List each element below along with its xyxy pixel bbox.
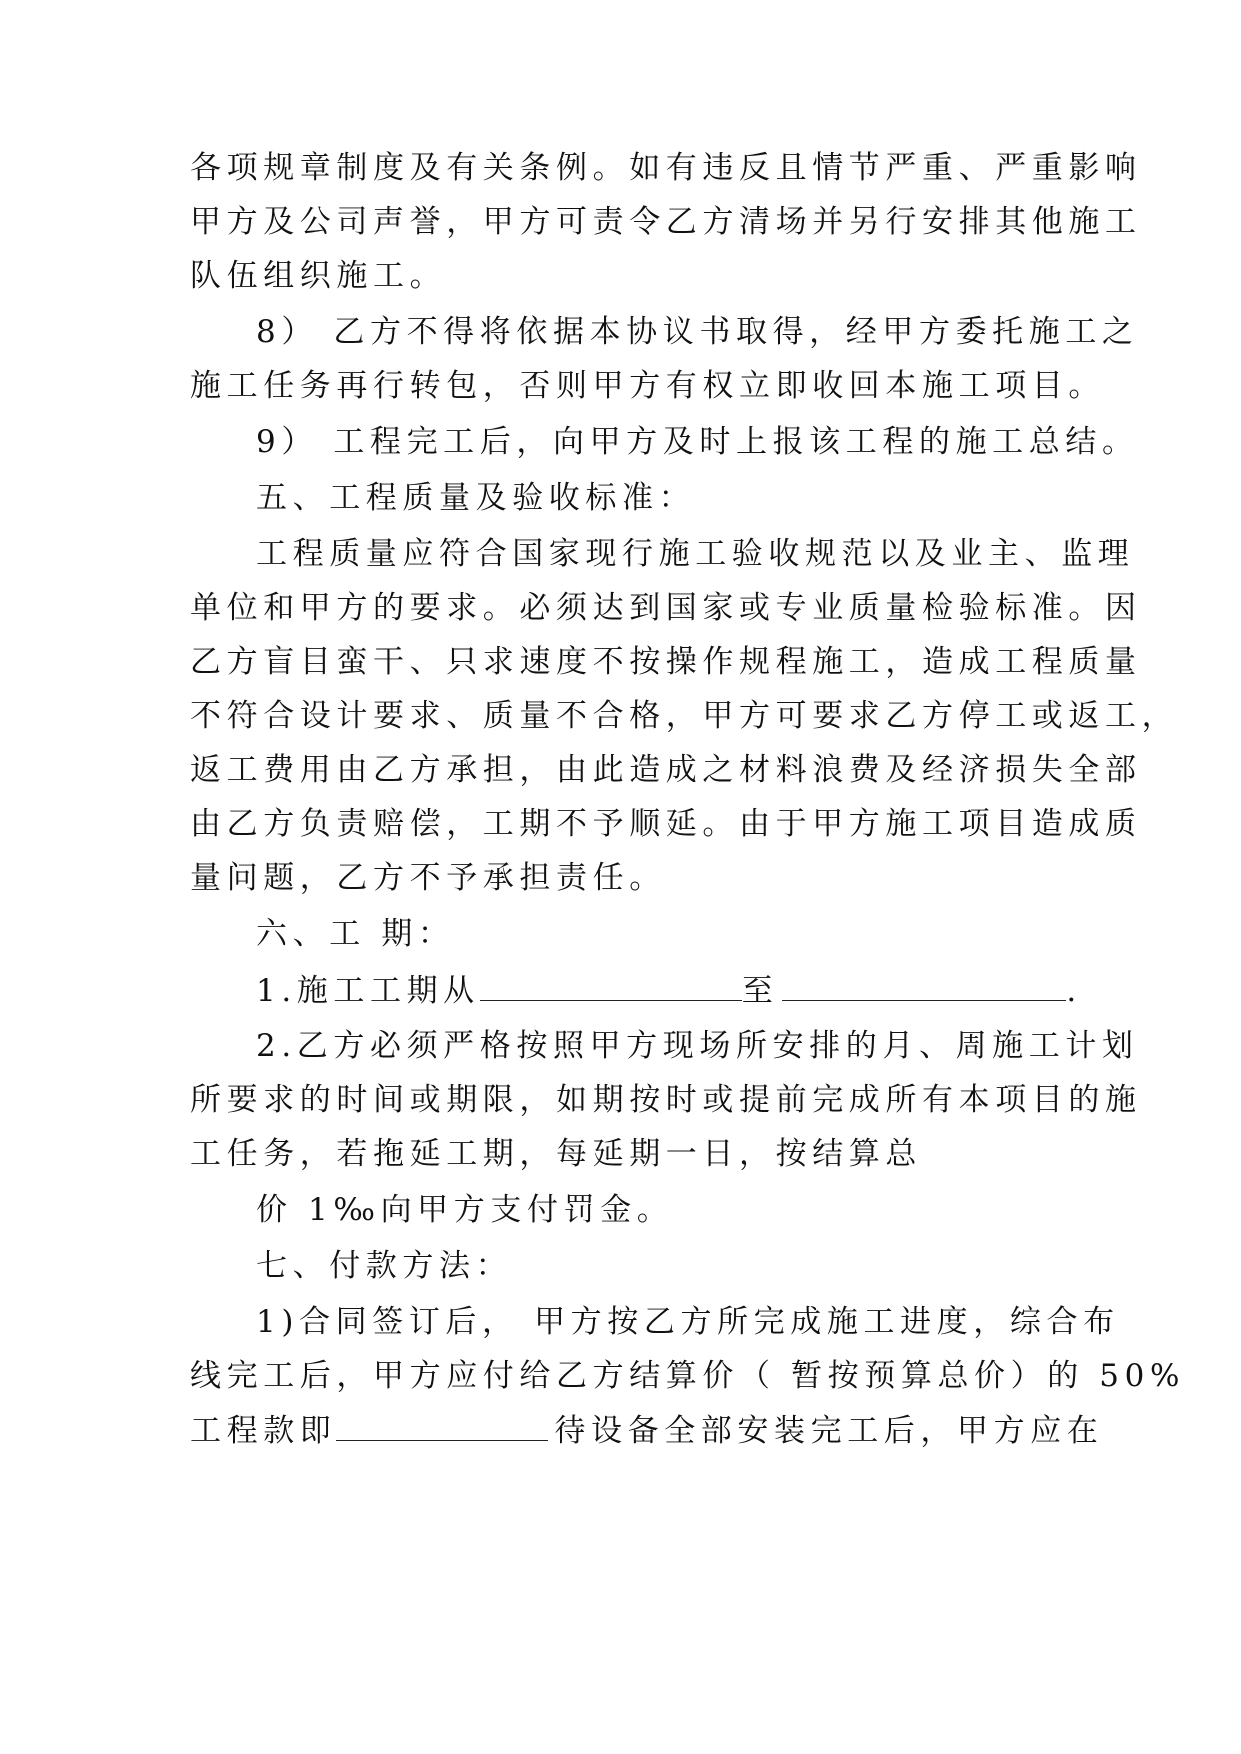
paragraph-line: 乙方盲目蛮干、只求速度不按操作规程施工，造成工程质量	[190, 644, 1142, 680]
paragraph-line: 不符合设计要求、质量不合格，甲方可要求乙方停工或返工，	[190, 698, 1179, 734]
payment-suffix: 待设备全部安装完工后，甲方应在	[554, 1413, 1104, 1449]
paragraph-line: 1)合同签订后， 甲方按乙方所完成施工进度，综合布	[256, 1304, 1120, 1340]
paragraph-line: 各项规章制度及有关条例。如有违反且情节严重、严重影响	[190, 150, 1142, 186]
paragraph-line: 工任务，若拖延工期，每延期一日，按结算总	[190, 1136, 922, 1172]
paragraph-line: 工程质量应符合国家现行施工验收规范以及业主、监理	[256, 536, 1135, 572]
clause-9-line: 9） 工程完工后，向甲方及时上报该工程的施工总结。	[256, 424, 1139, 460]
paragraph-line: 返工费用由乙方承担，由此造成之材料浪费及经济损失全部	[190, 752, 1142, 788]
period-prefix: 1.施工工期从	[256, 973, 480, 1009]
start-date-blank[interactable]	[480, 970, 742, 1001]
period-middle: 至	[741, 973, 779, 1009]
section-heading-period: 六、工 期：	[256, 916, 455, 952]
period-suffix: .	[1066, 973, 1082, 1009]
paragraph-line: 单位和甲方的要求。必须达到国家或专业质量检验标准。因	[190, 590, 1142, 626]
paragraph-line: 价 1‰向甲方支付罚金。	[256, 1192, 674, 1228]
section-heading-quality: 五、工程质量及验收标准：	[256, 480, 696, 516]
paragraph-line: 由乙方负责赔偿，工期不予顺延。由于甲方施工项目造成质	[190, 806, 1142, 842]
clause-8-line: 8） 乙方不得将依据本协议书取得，经甲方委托施工之	[256, 314, 1139, 350]
section-heading-payment: 七、付款方法：	[256, 1248, 513, 1284]
paragraph-line: 队伍组织施工。	[190, 258, 447, 294]
paragraph-line: 线完工后，甲方应付给乙方结算价（ 暂按预算总价）的 50%	[190, 1358, 1186, 1394]
period-line	[256, 970, 1136, 1011]
paragraph-line: 施工任务再行转包，否则甲方有权立即收回本施工项目。	[190, 368, 1105, 404]
paragraph-line: 所要求的时间或期限，如期按时或提前完成所有本项目的施	[190, 1082, 1142, 1118]
paragraph-line: 2.乙方必须严格按照甲方现场所安排的月、周施工计划	[256, 1028, 1139, 1064]
end-date-blank[interactable]	[782, 970, 1066, 1001]
paragraph-line: 量问题，乙方不予承担责任。	[190, 860, 666, 896]
payment-line	[190, 1410, 1104, 1451]
payment-prefix: 工程款即	[190, 1413, 337, 1449]
paragraph-line: 甲方及公司声誉，甲方可责令乙方清场并另行安排其他施工	[190, 204, 1142, 240]
payment-amount-blank[interactable]	[336, 1410, 548, 1441]
